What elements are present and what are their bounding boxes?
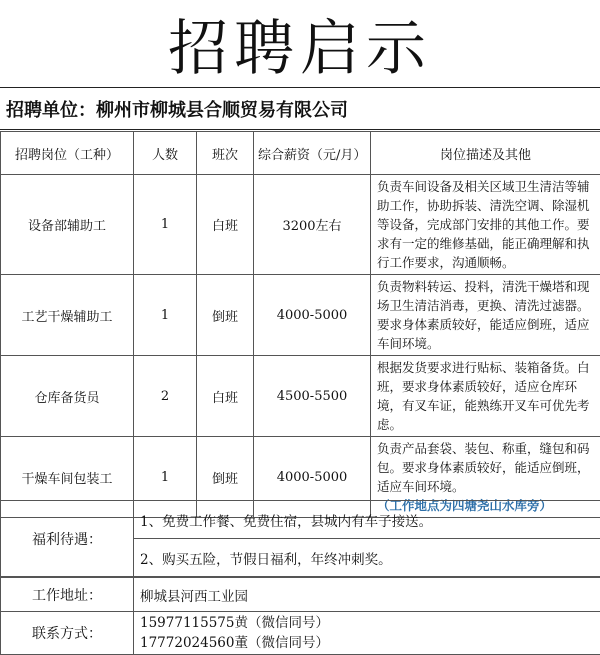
benefits-table	[0, 500, 600, 577]
cell-description: 根据发货要求进行贴标、装箱备货。白班，要求身体素质较好，适应仓库环境，有叉车证，能熟练开叉车可优先考虑。	[371, 356, 600, 437]
cell-description: 负责车间设备及相关区域卫生清洁等辅助工作，协助拆装、清洗空调、除湿机等设备，完成部门安排的其他工作。要求有一定的维修基础，能正确理解和执行工作要求，沟通顺畅。	[371, 175, 600, 275]
table-row	[1, 175, 600, 275]
cell-salary: 4000-5000	[254, 275, 371, 356]
contact-label: 联系方式：	[1, 612, 134, 655]
page-title: 招聘启示	[0, 0, 600, 88]
table-row	[1, 275, 600, 356]
cell-salary: 4500-5500	[254, 356, 371, 437]
contact-value	[134, 612, 600, 655]
cell-shift: 白班	[197, 356, 254, 437]
cell-position: 工艺干燥辅助工	[1, 275, 134, 356]
cell-shift: 白班	[197, 175, 254, 275]
contact-table	[0, 611, 600, 655]
employer-row	[0, 88, 600, 130]
benefits-label: 福利待遇：	[1, 501, 134, 577]
cell-salary: 4000-5000	[254, 437, 371, 518]
employer-label: 招聘单位：	[6, 96, 96, 122]
description-text: 负责产品套袋、装包、称重，缝包和码包。要求身体素质较好，能适应倒班，适应车间环境。	[377, 441, 590, 494]
cell-count: 1	[134, 275, 197, 356]
cell-position: 仓库备货员	[1, 356, 134, 437]
cell-description: 负责物料转运、投料，清洗干燥塔和现场卫生清洁消毒，更换、清洗过滤器。要求身体素质较好，能适应倒班，适应车间环境。	[371, 275, 600, 356]
header-count: 人数	[134, 132, 197, 175]
address-value: 柳城县河西工业园	[134, 578, 600, 612]
header-position: 招聘岗位（工种）	[1, 132, 134, 175]
cell-count: 1	[134, 437, 197, 518]
address-label: 工作地址：	[1, 578, 134, 612]
header-salary: 综合薪资（元/月）	[254, 132, 371, 175]
workplace-note: （工作地点为四塘尧山水库旁）	[377, 496, 594, 515]
header-description: 岗位描述及其他	[371, 132, 600, 175]
cell-position: 设备部辅助工	[1, 175, 134, 275]
benefit-item: 1、免费工作餐、免费住宿，县城内有车子接送。	[134, 501, 600, 539]
cell-salary: 3200左右	[254, 175, 371, 275]
benefit-item: 2、购买五险，节假日福利，年终冲刺奖。	[134, 539, 600, 577]
table-header-row	[1, 132, 600, 175]
cell-shift: 倒班	[197, 437, 254, 518]
cell-shift: 倒班	[197, 275, 254, 356]
cell-count: 1	[134, 175, 197, 275]
employer-name: 柳州市柳城县合顺贸易有限公司	[96, 96, 348, 122]
header-shift: 班次	[197, 132, 254, 175]
cell-count: 2	[134, 356, 197, 437]
address-table	[0, 577, 600, 612]
cell-position: 干燥车间包装工	[1, 437, 134, 518]
table-row	[1, 356, 600, 437]
positions-table	[0, 131, 600, 518]
contact-phone: 15977115575黄（微信同号）	[140, 613, 594, 633]
contact-phone: 17772024560董（微信同号）	[140, 633, 594, 653]
